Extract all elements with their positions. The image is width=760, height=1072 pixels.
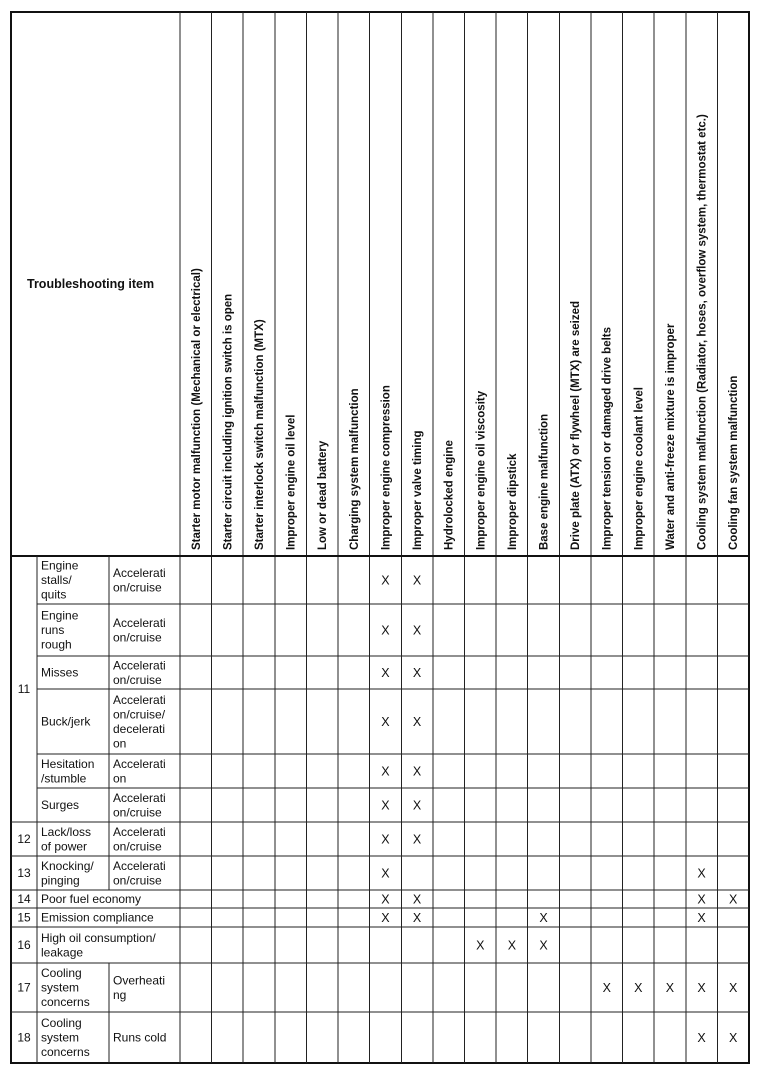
condition-text: on/cruise bbox=[113, 580, 162, 595]
condition-text: ng bbox=[113, 987, 127, 1002]
check-mark: X bbox=[412, 832, 422, 847]
symptom-text: system bbox=[41, 1030, 80, 1045]
condition-text: on bbox=[113, 771, 127, 786]
symptom-text: High oil consumption/ bbox=[41, 930, 156, 945]
check-mark: X bbox=[634, 981, 643, 995]
check-mark: X bbox=[381, 866, 390, 881]
symptom-text: Buck/jerk bbox=[41, 714, 91, 729]
symptom-text: Cooling bbox=[41, 966, 82, 980]
check-mark: X bbox=[697, 892, 706, 907]
item-number: 12 bbox=[17, 832, 31, 846]
symptom-text: pinging bbox=[41, 873, 80, 888]
column-header: Charging system malfunction bbox=[348, 388, 361, 550]
check-mark: X bbox=[412, 666, 422, 680]
symptom-text: quits bbox=[41, 587, 67, 602]
condition-text: Accelerati bbox=[113, 692, 166, 707]
condition-text: Accelerati bbox=[113, 824, 166, 839]
check-mark: X bbox=[381, 715, 390, 729]
column-header: Improper valve timing bbox=[412, 430, 425, 550]
check-mark: X bbox=[697, 911, 706, 925]
column-header: Hydrolocked engine bbox=[443, 440, 456, 550]
check-mark: X bbox=[697, 1031, 706, 1045]
symptom-text: concerns bbox=[41, 995, 90, 1009]
column-header: Starter motor malfunction (Mechanical or electrical) bbox=[190, 268, 203, 550]
condition-text: Accelerati bbox=[113, 565, 166, 580]
check-mark: X bbox=[476, 938, 485, 953]
check-mark: X bbox=[412, 892, 422, 907]
check-mark: X bbox=[412, 715, 422, 729]
item-number: 13 bbox=[17, 866, 31, 880]
table-title: Troubleshooting item bbox=[27, 277, 155, 291]
item-number: 14 bbox=[17, 892, 31, 906]
symptom-text: Misses bbox=[41, 665, 79, 680]
check-mark: X bbox=[697, 866, 706, 881]
column-header: Starter interlock switch malfunction (MTX) bbox=[254, 319, 267, 550]
condition-text: on/cruise bbox=[113, 873, 162, 888]
symptom-text: rough bbox=[41, 637, 72, 652]
check-mark: X bbox=[729, 892, 738, 907]
check-mark: X bbox=[381, 764, 390, 779]
check-mark: X bbox=[381, 573, 390, 588]
condition-text: Accelerati bbox=[113, 658, 166, 673]
column-header: Cooling system malfunction (Radiator, hoses, overflow system, thermostat etc.) bbox=[696, 114, 709, 550]
item-number: 15 bbox=[17, 910, 31, 925]
check-mark: X bbox=[697, 981, 706, 995]
check-mark: X bbox=[412, 573, 422, 588]
check-mark: X bbox=[729, 981, 738, 995]
column-header: Improper engine oil viscosity bbox=[475, 390, 488, 550]
symptom-text: concerns bbox=[41, 1045, 90, 1059]
check-mark: X bbox=[412, 623, 422, 638]
column-header: Cooling fan system malfunction bbox=[728, 375, 741, 550]
condition-text: on/cruise/ bbox=[113, 707, 166, 722]
symptom-text: system bbox=[41, 980, 80, 995]
condition-text: Accelerati bbox=[113, 756, 166, 771]
column-header: Improper engine coolant level bbox=[633, 387, 646, 550]
symptom-text: runs bbox=[41, 623, 65, 637]
symptom-text: Engine bbox=[41, 608, 79, 623]
symptom-text: Knocking/ bbox=[41, 858, 94, 873]
item-number: 16 bbox=[17, 938, 31, 952]
column-header: Drive plate (ATX) or flywheel (MTX) are seized bbox=[570, 300, 583, 550]
column-header: Base engine malfunction bbox=[538, 413, 551, 550]
symptom-text: Lack/loss bbox=[41, 824, 92, 839]
column-header: Improper engine compression bbox=[380, 385, 393, 550]
condition-text: Runs cold bbox=[113, 1030, 167, 1045]
symptom-text: of power bbox=[41, 839, 88, 854]
condition-text: on bbox=[113, 736, 127, 751]
condition-text: Overheati bbox=[113, 973, 166, 988]
symptom-text: Cooling bbox=[41, 1016, 82, 1030]
condition-text: on/cruise bbox=[113, 839, 162, 854]
symptom-text: Poor fuel economy bbox=[41, 892, 142, 906]
symptom-text: Hesitation bbox=[41, 756, 95, 771]
symptom-text: Surges bbox=[41, 798, 80, 812]
item-number: 17 bbox=[17, 980, 31, 995]
column-header: Water and anti-freeze mixture is improper bbox=[664, 323, 677, 550]
condition-text: on/cruise bbox=[113, 672, 162, 687]
column-header: Starter circuit including ignition switch is open bbox=[222, 293, 235, 550]
symptom-text: leakage bbox=[41, 945, 84, 960]
column-header: Improper dipstick bbox=[506, 453, 519, 550]
condition-text: decelerati bbox=[113, 721, 166, 736]
column-header: Improper engine oil level bbox=[285, 414, 298, 550]
condition-text: on/cruise bbox=[113, 805, 162, 820]
symptom-text: /stumble bbox=[41, 771, 87, 786]
condition-text: Accelerati bbox=[113, 615, 166, 630]
check-mark: X bbox=[381, 892, 390, 907]
check-mark: X bbox=[729, 1031, 738, 1045]
item-number: 18 bbox=[17, 1030, 31, 1045]
item-number: 11 bbox=[17, 682, 31, 696]
condition-text: Accelerati bbox=[113, 858, 166, 873]
check-mark: X bbox=[381, 911, 390, 925]
check-mark: X bbox=[381, 832, 390, 847]
check-mark: X bbox=[539, 911, 548, 925]
check-mark: X bbox=[665, 981, 675, 995]
column-header: Improper tension or damaged drive belts bbox=[601, 326, 614, 550]
check-mark: X bbox=[412, 798, 422, 813]
column-header: Low or dead battery bbox=[317, 440, 330, 550]
check-mark: X bbox=[602, 981, 611, 995]
check-mark: X bbox=[412, 764, 422, 779]
check-mark: X bbox=[381, 623, 390, 638]
condition-text: Accelerati bbox=[113, 790, 166, 805]
check-mark: X bbox=[381, 798, 390, 813]
check-mark: X bbox=[507, 938, 517, 953]
condition-text: on/cruise bbox=[113, 630, 162, 645]
check-mark: X bbox=[381, 666, 390, 680]
check-mark: X bbox=[412, 911, 422, 925]
check-mark: X bbox=[539, 938, 548, 953]
symptom-text: Emission compliance bbox=[41, 910, 154, 925]
symptom-text: Engine bbox=[41, 558, 79, 573]
symptom-text: stalls/ bbox=[41, 573, 72, 587]
